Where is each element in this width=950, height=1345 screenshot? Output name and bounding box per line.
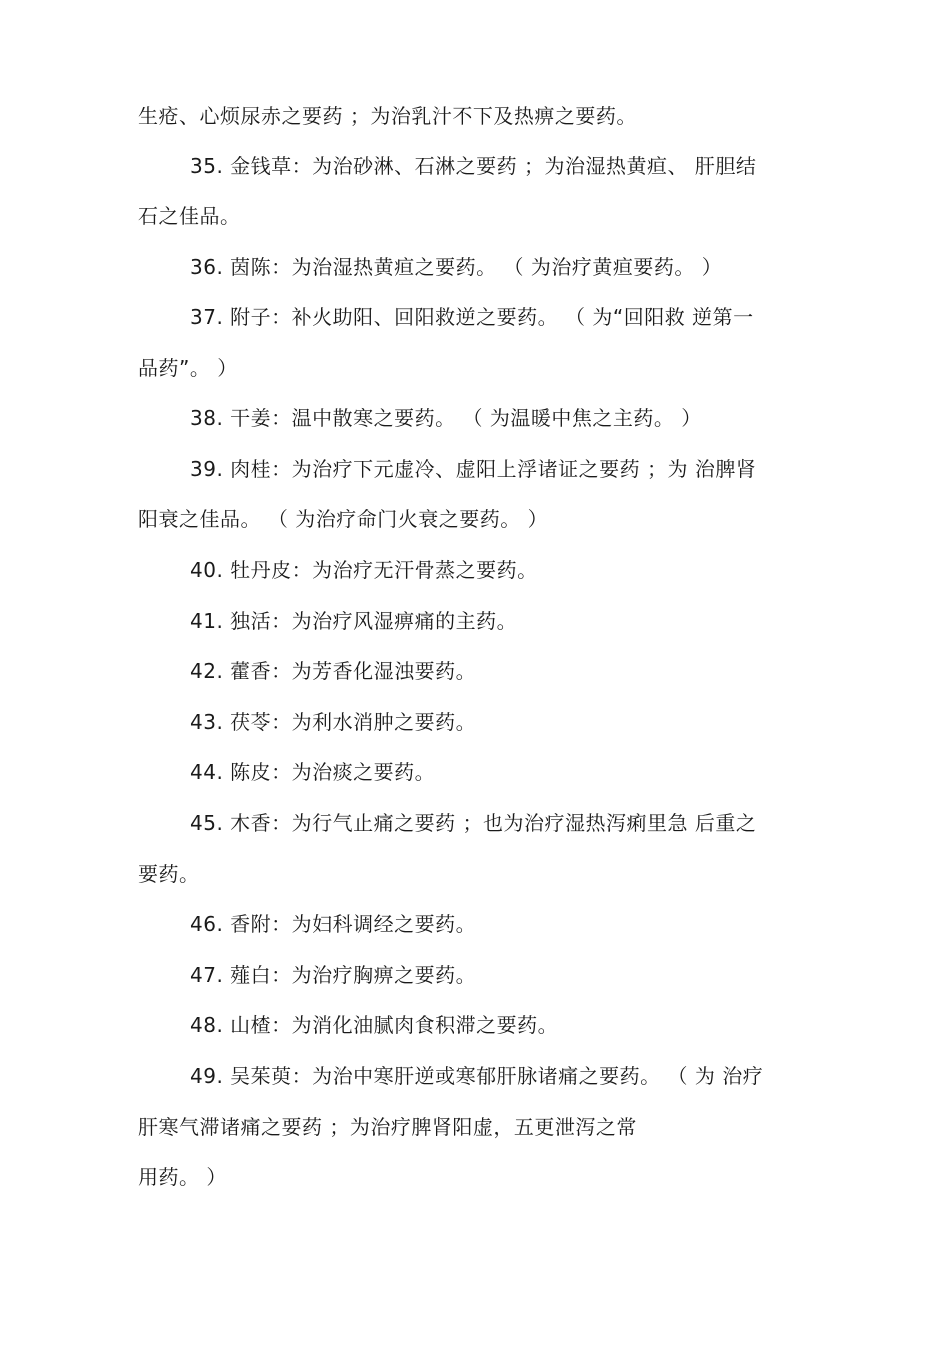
text-line-11: 41. 独活：为治疗风湿痹痛的主药。 bbox=[190, 609, 518, 633]
text-line-6: 品药”。 ） bbox=[138, 356, 238, 380]
text-line-16: 要药。 bbox=[138, 862, 200, 886]
text-line-19: 48. 山楂：为消化油腻肉食积滞之要药。 bbox=[190, 1013, 559, 1037]
text-line-2: 35. 金钱草：为治砂淋、石淋之要药 ；为治湿热黄疸、 肝胆结 bbox=[190, 154, 757, 178]
text-line-12: 42. 藿香：为芳香化湿浊要药。 bbox=[190, 659, 477, 683]
text-line-21: 肝寒气滞诸痛之要药 ；为治疗脾肾阳虚，五更泄泻之常 bbox=[138, 1115, 637, 1139]
text-line-18: 47. 薤白：为治疗胸痹之要药。 bbox=[190, 963, 477, 987]
text-line-9: 阳衰之佳品。 （ 为治疗命门火衰之要药。 ） bbox=[138, 507, 549, 531]
text-line-13: 43. 茯苓：为利水消肿之要药。 bbox=[190, 710, 477, 734]
text-line-20: 49. 吴茱萸：为治中寒肝逆或寒郁肝脉诸痛之要药。 （ 为 治疗 bbox=[190, 1064, 764, 1088]
text-line-5: 37. 附子：补火助阳、回阳救逆之要药。 （ 为“回阳救 逆第一 bbox=[190, 305, 754, 329]
text-line-14: 44. 陈皮：为治痰之要药。 bbox=[190, 760, 436, 784]
text-line-3: 石之佳品。 bbox=[138, 204, 241, 228]
text-line-7: 38. 干姜：温中散寒之要药。 （ 为温暖中焦之主药。 ） bbox=[190, 406, 702, 430]
text-line-4: 36. 茵陈：为治湿热黄疸之要药。 （ 为治疗黄疸要药。 ） bbox=[190, 255, 723, 279]
text-line-17: 46. 香附：为妇科调经之要药。 bbox=[190, 912, 477, 936]
text-line-10: 40. 牡丹皮：为治疗无汗骨蒸之要药。 bbox=[190, 558, 538, 582]
text-line-8: 39. 肉桂：为治疗下元虚冷、虚阳上浮诸证之要药 ；为 治脾肾 bbox=[190, 457, 757, 481]
text-line-22: 用药。 ） bbox=[138, 1165, 227, 1189]
text-line-15: 45. 木香：为行气止痛之要药 ；也为治疗湿热泻痢里急 后重之 bbox=[190, 811, 757, 835]
text-line-1: 生疮、心烦尿赤之要药 ；为治乳汁不下及热痹之要药。 bbox=[138, 104, 637, 128]
